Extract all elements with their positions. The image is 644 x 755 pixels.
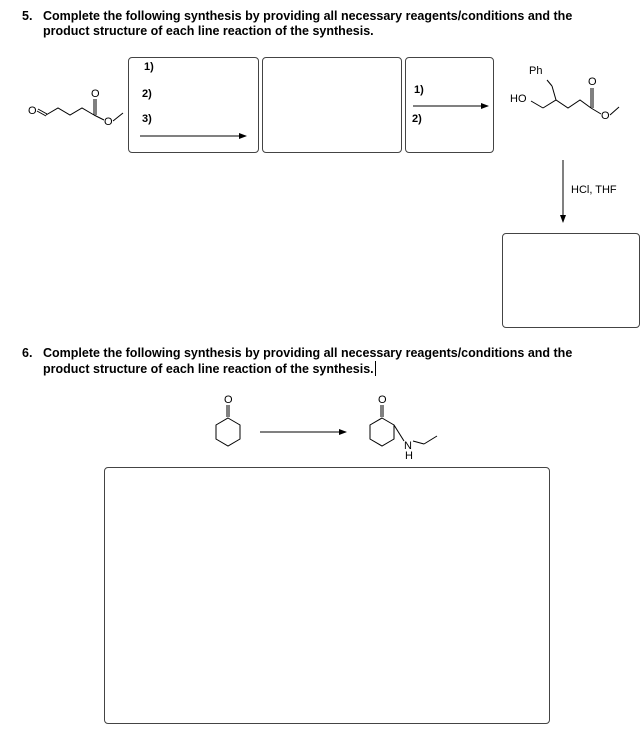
q6-prod-oxygen: O: [378, 394, 387, 406]
q5-product-ho-label: HO: [510, 93, 527, 105]
question-6-line-1: Complete the following synthesis by providing all necessary reagents/conditions and the: [43, 346, 573, 360]
q5-sm-carbonyl-oxygen: O: [91, 88, 100, 100]
q5-hcl-thf-label: HCl, THF: [571, 184, 617, 196]
q5-step1-label-3: 3): [142, 113, 152, 125]
q6-sm-oxygen: O: [224, 394, 233, 406]
q5-sm-aldehyde-oxygen: O: [28, 105, 37, 117]
question-6-number: 6.: [22, 346, 33, 360]
q5-step1-label-2: 2): [142, 88, 152, 100]
q6-prod-nitrogen: N: [404, 440, 412, 452]
question-5-line-2: product structure of each line reaction of the synthesis.: [43, 24, 374, 38]
q6-prod-hydrogen: H: [405, 450, 413, 462]
q6-cyclohexanone-structure: [216, 405, 240, 446]
question-6-line-2: product structure of each line reaction of the synthesis.: [43, 362, 374, 376]
question-5-number: 5.: [22, 9, 33, 23]
question-5-line-1: Complete the following synthesis by providing all necessary reagents/conditions and the: [43, 9, 573, 23]
q5-product-ph-label: Ph: [529, 65, 543, 77]
q5-step3-label-1: 1): [414, 84, 424, 96]
q5-prod-carbonyl-oxygen: O: [588, 76, 597, 88]
q5-step1-label-1: 1): [144, 61, 154, 73]
q5-prod-ester-oxygen: O: [601, 110, 610, 122]
q5-step3-label-2: 2): [412, 113, 422, 125]
q5-sm-ester-oxygen: O: [104, 116, 113, 128]
